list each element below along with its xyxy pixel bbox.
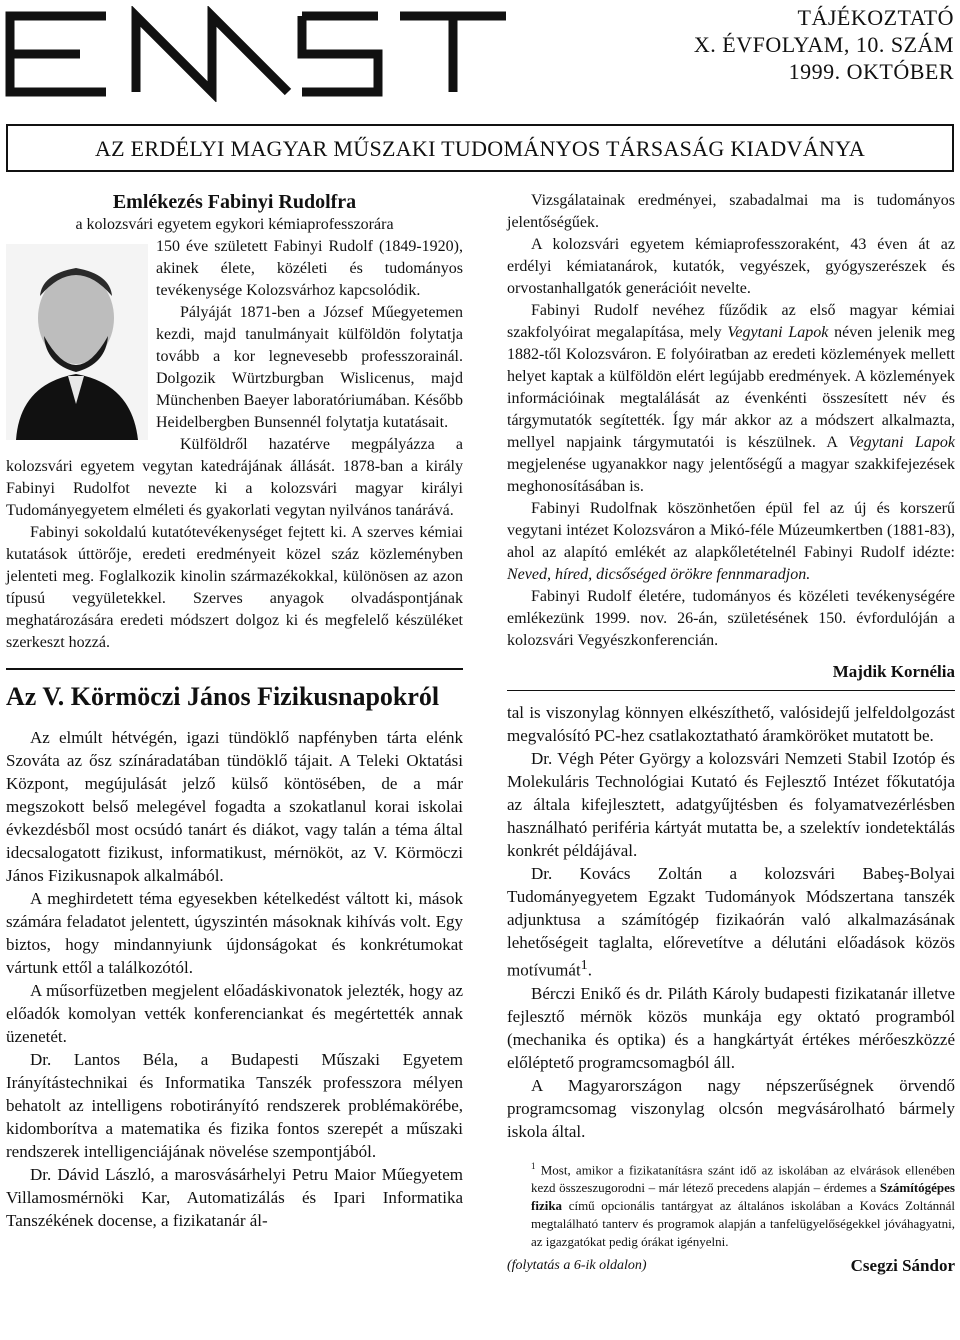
article1-subtitle: a kolozsvári egyetem egykori kémiaprofesszorára: [75, 216, 394, 233]
article2-r4: Bérczi Enikő és dr. Piláth Károly budapesti fizikatanár illetve fejlesztő mérnök közös munkája egy oktató programból (mechanika és optika) és a hangkártyát értékes mérőeszközzé előléptető programcsomagból áll.: [507, 983, 955, 1072]
article1-title: Emlékezés Fabinyi Rudolfra: [112, 191, 357, 213]
left-column: [6, 190, 463, 1232]
section-divider: [6, 668, 463, 670]
article1-p2: Pályáját 1871-ben a József Műegyetemen kezdi, majd tanulmányait külföldön folytatja tovább a kor legnevesebb professzorainál. Dolgozik Würtzburgban Wislicenus, majd Münchenben Baeyer laboratóriumában. Később Heidelbergben Bunsennél folytatja kutatásait.: [156, 304, 463, 431]
continued-note: (folytatás a 6-ik oldalon): [507, 1257, 647, 1273]
article1-r5: Fabinyi Rudolf életére, tudományos és közéleti tevékenységére emlékezünk 1999. nov. 26-án, születésének 150. évfordulóján a kolozsvári Vegyészkonferencián.: [507, 588, 955, 649]
footnote: $^1$ Most, amikor a fizikatanításra szánt idő az iskolában az elvárások ellenében kezd összeszugorodni – már létező precedens alapján – érdemes a Számítógépes fizika című opcionális tantárgyat az általános iskolában a Kovács Zoltánnál megtalálható tanterv és programok alapján a tanfelügyelőségekkel jóváhagyatni, az igazgatókat pedig órákat igényelni.: [531, 1160, 955, 1249]
section-divider: [507, 690, 955, 691]
article2-title: Az V. Körmöczi János Fizikusnapokról: [6, 682, 440, 711]
article1-r1: Vizsgálatainak eredményei, szabadalmai ma is tudományos jelentőségűek.: [507, 192, 955, 231]
article2-p5: Dr. Dávid László, a marosvásárhelyi Petru Maior Műegyetem Villamosmérnöki Kar, Automatizálás és Ipari Informatika Tanszékének docense, a fizikatanár ál-: [6, 1165, 463, 1230]
logo-text: EMT: [2, 6, 5, 7]
article2-r5: A Magyarországon nagy népszerűségnek örvendő programcsomag viszonylag olcsón megvásárolható bármely iskola által.: [507, 1075, 955, 1141]
article2-p2: A meghirdetett téma egyesekben kételkedést váltott ki, mások számára feladatot jelentett, úgyszintén másoknak kihívás volt. Egy biztos, hogy mindannyiunk újdonságokat és konkrétumokat vártunk ettől a találkozótól.: [6, 889, 463, 977]
article2-p3: A műsorfüzetben megjelent előadáskivonatok jelezték, hogy az előadók komolyan vették konferenciankat és megértették annak üzenetét.: [6, 981, 463, 1046]
footnote-ref: 1: [580, 957, 588, 973]
article1-r3: Fabinyi Rudolf nevéhez fűződik az első magyar kémiai szakfolyóirat megalapítása, mely Vegytani Lapok néven jelenik meg 1882-től Kolozsváron. E folyóiratban az eredeti közlemények mellett helyet kaptak a külföldön elért legújabb eredmények. A közlemények információinak megtalálását az évenkénti összesített név és tárgymutatók segítették. Így már akkor az a módszert alkalmazta, mellyel napjaink tárgymutatói is készülnek. A Vegytani Lapok megjelenése ugyanakkor nagy jelentőségű a magyar szakkifejezések meghonosításában is.: [507, 302, 956, 495]
journal-name: Vegytani Lapok: [848, 434, 956, 451]
masthead-line2: X. ÉVFOLYAM, 10. SZÁM: [693, 32, 954, 57]
course-name: Számítógépes fizika: [531, 1179, 955, 1213]
article1-author: Majdik Kornélia: [832, 662, 955, 681]
masthead: [694, 4, 954, 85]
masthead-line1: TÁJÉKOZTATÓ: [797, 5, 954, 30]
article1-p3: Külföldről hazatérve megpályázza a kolozsvári egyetem vegytan katedrájának állását. 1878-ban a király Fabinyi Rudolfot nevezte ki a kolozsvári magyar királyi Tudományegyetem elméleti és gyakorlati vegytan nyilvános tanárává.: [6, 436, 463, 519]
quote: Neved, híred, dicsőséged örökre fennmaradjon.: [507, 566, 811, 583]
article2-r2: Dr. Végh Péter György a kolozsvári Nemzeti Stabil Izotóp és Molekuláris Technológiai Kutató és Fejlesztő Intézet főkutatója az általa kifejlesztett, adatgyűjtésben és folyamatvezérlésben használható periféria kártyát mutatta be, a szelektív iondetektálás konkrét példájával.: [507, 749, 955, 860]
article1-p1: 150 éve született Fabinyi Rudolf (1849-1920), akinek élete, közéleti és tudományos tevékenysége Kolozsvárhoz kapcsolódik.: [156, 238, 463, 299]
publisher-banner: AZ ERDÉLYI MAGYAR MŰSZAKI TUDOMÁNYOS TÁRSASÁG KIADVÁNYA: [6, 124, 954, 172]
article1-r2: A kolozsvári egyetem kémiaprofesszoraként, 43 éven át az erdélyi kémiatanárok, kutatók, vegyészek, gyógyszerészek és orvostanhallgatók generációit nevelte.: [507, 236, 955, 297]
emt-logo: [2, 6, 510, 102]
article2-p1: Az elmúlt hétvégén, igazi tündöklő napfényben tárta elénk Szováta az ősz színáradatában tündöklő tájait. A Teleki Oktatási Központ, megújulását jelző külső köntösében, de a már megszokott belső melegével fogadta a szokatlanul korai iskolai évkezdésből most ocsúdó tanárt és diákot, vagy talán a téma által idecsalogatott fizikust, informatikust, mérnököt, az V. Körmöczi János Fizikusnapok alkalmából.: [6, 728, 463, 885]
journal-name: Vegytani Lapok: [727, 324, 829, 341]
article2-p4: Dr. Lantos Béla, a Budapesti Műszaki Egyetem Irányítástechnikai és Informatika Tanszék professzora mélyen behatolt az intelligens robotirányító rendszerek problémakörébe, kidomborítva a matematika és fizika fontos szerepét a műszaki rendszerek intelligenciájának növelése szempontjából.: [6, 1050, 463, 1161]
article1-r4: Fabinyi Rudolfnak köszönhetően épül fel az új és korszerű vegytani intézet Kolozsváron a Mikó-féle Múzeumkertben (1881-83), ahol az alapító emlékét az alapkőletételnél Fabinyi Rudolf idézte: Neved, híred, dicsőséged örökre fennmaradjon.: [507, 500, 955, 583]
article2-r1: tal is viszonylag könnyen elkészíthető, valósidejű jelfeldolgozást megvalósító PC-hez csatlakoztatható áramköröket mutatott be.: [507, 703, 955, 745]
article1-p4: Fabinyi sokoldalú kutatótevékenységet fejtett ki. A szerves kémiai kutatások úttörője, eredeti eredményeit közel száz közleményben jelenteti meg. Foglalkozik kinolin származékokkal, különösen az azon típusú vegyületekkel. Szerves anyagok olvadáspontjának meghatározására eredeti módszert dolgoz ki és megfelelő készüléket szerkeszt hozzá.: [6, 524, 463, 651]
portrait-photo: [6, 244, 148, 440]
article2-r3: Dr. Kovács Zoltán a kolozsvári Babeş-Bolyai Tudományegyetem Egzakt Tudományok Módszertana tanszék adjunktusa a számítógép fizikaórán való alkalmazásának lehetőségeit taglalta, előrevetítve a délutáni előadások közös motívumát$^1$.: [507, 864, 955, 980]
article2-footer: [507, 1255, 955, 1277]
article2-author: Csegzi Sándor: [850, 1255, 955, 1275]
masthead-line3: 1999. OKTÓBER: [788, 59, 954, 84]
right-column: [507, 190, 955, 1277]
